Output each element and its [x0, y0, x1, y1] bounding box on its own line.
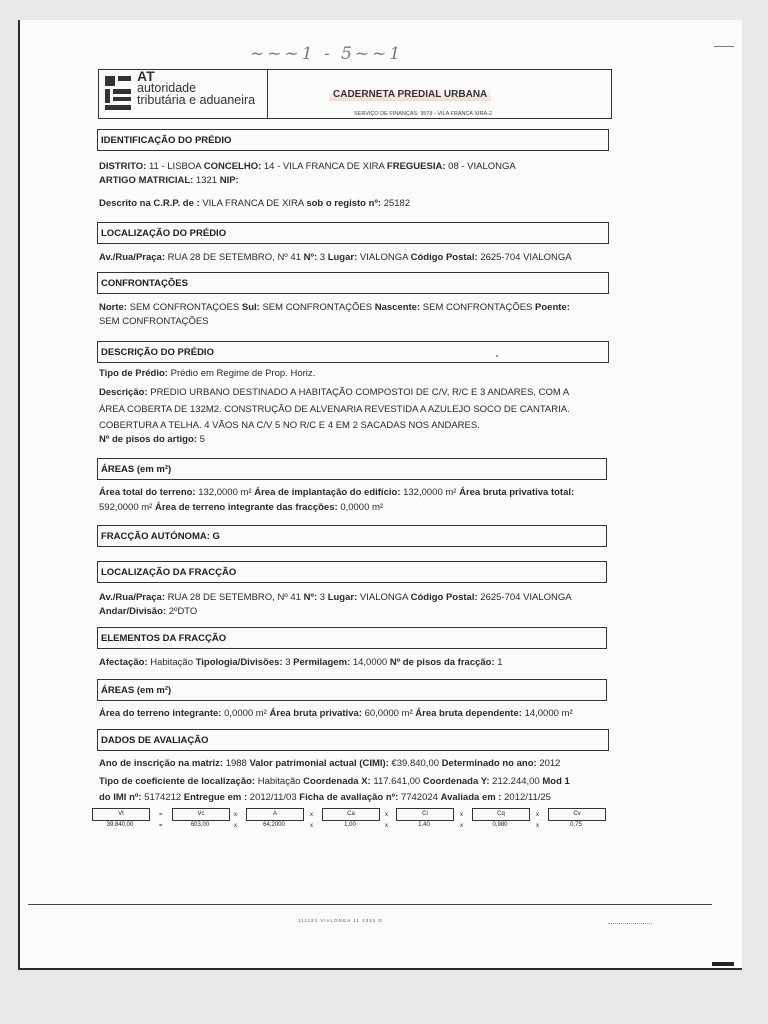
section-descricao: DESCRIÇÃO DO PRÉDIO	[97, 341, 609, 363]
row-confrontacoes-poente: SEM CONFRONTAÇÕES	[99, 316, 209, 327]
row-avaliacao-2: Tipo de coeficiente de localização: Habitação Coordenada X: 117.641,00 Coordenada Y: 212.244,00 Mod 1	[99, 776, 570, 787]
section-localizacao-predio: LOCALIZAÇÃO DO PRÉDIO	[97, 222, 609, 244]
section-avaliacao: DADOS DE AVALIAÇÃO	[97, 729, 609, 751]
row-elementos: Afectação: Habitação Tipologia/Divisões: 3 Permilagem: 14,0000 Nº de pisos da fracção: 1	[99, 657, 503, 668]
row-descricao-1: Descrição: PREDIO URBANO DESTINADO A HABITAÇÃO COMPOSTOI DE C/V, R/C E 3 ANDARES, COM A	[99, 387, 570, 398]
row-andar: Andar/Divisão: 2ºDTO	[99, 606, 198, 617]
at-emblem-icon	[105, 76, 131, 110]
footer-divider	[28, 904, 712, 905]
section-localizacao-fraccao: LOCALIZAÇÃO DA FRACÇÃO	[97, 561, 607, 583]
formula-label-a: A	[246, 808, 304, 821]
formula-value-a: 64,2000	[263, 822, 285, 828]
row-artigo: ARTIGO MATRICIAL: 1321 NIP:	[99, 175, 239, 186]
logo-at: AT	[137, 68, 155, 84]
formula-label-cl: Cl	[396, 808, 454, 821]
formula-op-0: =	[159, 812, 163, 818]
footer-reference: 111122 VIALONGA 11 1321 G	[298, 918, 383, 923]
section-identificacao: IDENTIFICAÇÃO DO PRÉDIO	[97, 129, 609, 151]
formula-op-5: x	[536, 812, 539, 818]
logo-line-tributaria: tributária e aduaneira	[137, 93, 256, 107]
formula-op-3: x	[385, 812, 388, 818]
formula-op-0b: =	[159, 823, 163, 829]
formula-value-cl: 1,40	[418, 822, 430, 828]
formula-op-2b: x	[310, 823, 313, 829]
row-tipo-predio: Tipo de Prédio: Prédio em Regime de Prop. Horiz.	[99, 368, 316, 379]
corner-mark	[714, 46, 734, 47]
formula-op-3b: x	[385, 823, 388, 829]
row-descricao-2: ÁREA COBERTA DE 132M2. CONSTRUÇÃO DE ALVENARIA REVESTIDA A AZULEJO SOCO DE CANTARIA.	[99, 404, 570, 415]
row-descricao-3: COBERTURA A TELHA. 4 VÃOS NA C/V 5 NO R/C E 4 EM 2 SACADAS NOS ANDARES.	[99, 420, 480, 431]
logo-line-autoridade: autoridade	[137, 81, 197, 95]
scan-mark	[712, 962, 734, 966]
formula-value-vc: 603,00	[190, 822, 210, 828]
formula-label-vt: Vt	[92, 808, 150, 821]
document-header	[98, 69, 612, 119]
row-distrito: DISTRITO: 11 - LISBOA CONCELHO: 14 - VILA FRANCA DE XIRA FREGUESIA: 08 - VIALONGA	[99, 161, 516, 172]
document-title: CADERNETA PREDIAL URBANA	[329, 88, 491, 101]
row-confrontacoes: Norte: SEM CONFRONTAÇOES Sul: SEM CONFRONTAÇÕES Nascente: SEM CONFRONTAÇÕES Poente:	[99, 302, 570, 313]
section-areas-predio: ÁREAS (em m²)	[97, 458, 607, 480]
formula-op-1b: x	[234, 823, 237, 829]
formula-label-vc: Vc	[172, 808, 230, 821]
row-localizacao-fraccao: Av./Rua/Praça: RUA 28 DE SETEMBRO, Nº 41 Nº: 3 Lugar: VIALONGA Código Postal: 2625-704 VIALONGA	[99, 592, 572, 603]
formula-value-ca: 1,00	[344, 822, 356, 828]
row-areas-fraccao: Área do terreno integrante: 0,0000 m² Área bruta privativa: 60,0000 m² Área bruta dependente: 14,0000 m²	[99, 708, 573, 719]
formula-op-5b: x	[536, 823, 539, 829]
section-areas-fraccao: ÁREAS (em m²)	[97, 679, 607, 701]
row-areas-predio-1: Área total do terreno: 132,0000 m² Área de implantação do edifício: 132,0000 m² Área bruta privativa total:	[99, 487, 575, 498]
section-elementos: ELEMENTOS DA FRACÇÃO	[97, 627, 607, 649]
formula-label-cq: Cq	[472, 808, 530, 821]
formula-op-1: x	[234, 812, 237, 818]
row-pisos-artigo: Nº de pisos do artigo: 5	[99, 434, 205, 445]
fraccao-letter: G	[212, 531, 220, 542]
section-fraccao-autonoma: FRACÇÃO AUTÓNOMA: G	[97, 525, 607, 547]
row-crp: Descrito na C.R.P. de : VILA FRANCA DE XIRA sob o registo nº: 25182	[99, 198, 411, 209]
service-office: SERVIÇO DE FINANÇAS: 3573 - VILA FRANCA XIRA-2	[354, 111, 493, 117]
formula-label-ca: Ca	[322, 808, 380, 821]
formula-op-4b: x	[460, 823, 463, 829]
formula-value-cq: 0,980	[492, 822, 508, 828]
formula-op-2: x	[310, 812, 313, 818]
valuation-formula	[92, 808, 612, 838]
row-avaliacao-1: Ano de inscrição na matriz: 1988 Valor patrimonial actual (CIMI): €39.840,00 Determinado no ano: 2012	[99, 758, 561, 769]
formula-op-4: x	[460, 812, 463, 818]
row-areas-predio-2: 592,0000 m² Área de terreno integrante das fracções: 0,0000 m²	[99, 502, 384, 513]
formula-value-cv: 0,75	[570, 822, 582, 828]
at-logo	[99, 70, 268, 118]
formula-value-vt: 39.840,00	[106, 822, 134, 828]
row-avaliacao-3: do IMI nº: 5174212 Entregue em : 2012/11/03 Ficha de avaliação nº: 7742024 Avaliada em : 2012/11/25	[99, 792, 551, 803]
section-confrontacoes: CONFRONTAÇÕES	[97, 272, 609, 294]
handwritten-note: ~~~1 - 5~~1	[250, 44, 404, 64]
row-localizacao-predio: Av./Rua/Praça: RUA 28 DE SETEMBRO, Nº 41 Nº: 3 Lugar: VIALONGA Código Postal: 2625-704 VIALONGA	[99, 252, 572, 263]
formula-label-cv: Cv	[548, 808, 606, 821]
